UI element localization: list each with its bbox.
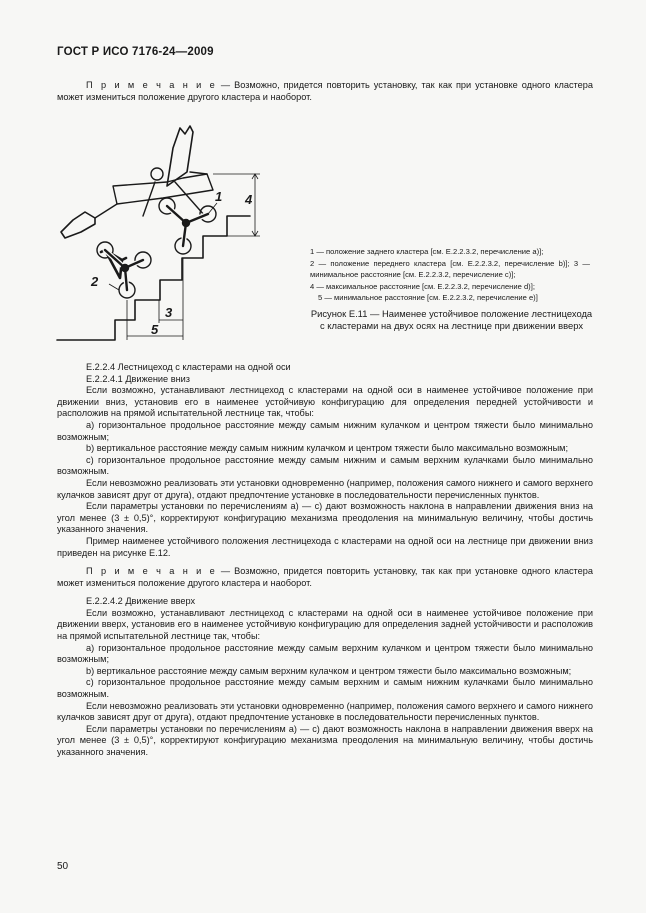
paragraph: Если параметры установки по перечислениям а) — с) дают возможность наклона в направлении движения вниз на угол менее (3 ± 0,5)°, корректируют конфигурацию механизма преодоления на минимальную величину, чтобы достичь указанного значения. (57, 501, 593, 535)
list-item: a) горизонтальное продольное расстояние между самым верхним кулачком и центром тяжести было минимально возможным; (57, 642, 593, 665)
list-item: c) горизонтальное продольное расстояние между самым верхним и самым нижним кулачками было минимально возможным. (57, 677, 593, 700)
wheelchair-frame (95, 172, 207, 218)
legend-item: 2 — положение переднего кластера [см. Е.2.2.3.2, перечисление b)]; 3 — минимальное расстояние [см. Е.2.2.3.2, перечисление с)]; (310, 258, 590, 280)
paragraph: Если параметры установки по перечислениям а) — с) дают возможность наклона в направлении движения вверх на угол менее (3 ± 0,5)°, корректируют конфигурацию механизма преодоления на минимальную величину, чтобы достичь указанного значения. (57, 723, 593, 757)
figure-legend (310, 246, 590, 304)
legend-item: 4 — максимальное расстояние [см. Е.2.2.3.2, перечисление d)]; (310, 281, 535, 291)
note-text: — Возможно, придется повторить установку, так как при установке одного кластера может измениться положение другого кластера и наоборот. (57, 566, 593, 588)
section-heading: Е.2.2.4 Лестницеход с кластерами на одной оси (86, 362, 291, 372)
paragraph: Пример наименее устойчивого положения лестницехода с кластерами на одной оси на лестнице при движении вниз приведен на рисунке Е.12. (57, 535, 593, 558)
note-top (57, 80, 593, 103)
list-item: b) вертикальное расстояние между самым нижним кулачком и центром тяжести было максимально возможным; (86, 443, 569, 454)
paragraph: Если возможно, устанавливают лестницеход с кластерами на одной оси в наименее устойчивое положение при движении вверх, установив его в наименее устойчивую конфигурацию для определения задней устойчивости и расположив на прямой испытательной лестнице так, чтобы: (57, 607, 593, 642)
note-label: П р и м е ч а н и е (86, 566, 217, 577)
label-5: 5 (151, 322, 159, 337)
subsection-heading: Е.2.2.4.2 Движение вверх (86, 596, 196, 607)
list-item: b) вертикальное расстояние между самым верхним кулачком и центром тяжести было максимально возможным; (86, 665, 572, 676)
label-2: 2 (91, 274, 99, 289)
subsection-heading: Е.2.2.4.1 Движение вниз (86, 373, 190, 384)
paragraph: Если невозможно реализовать эти установки одновременно (например, положения самого верхнего и самого нижнего кулачков зависят друг от друга), отдают предпочтение установке в последовательности перечисленных пунктов. (57, 700, 593, 723)
note-label: П р и м е ч а н и е (86, 80, 217, 90)
section-e224 (57, 362, 593, 759)
list-item: c) горизонтальное продольное расстояние между самым нижним и самым верхним кулачками было минимально возможным. (57, 454, 593, 477)
leader-2 (109, 284, 119, 290)
legend-item: 1 — положение заднего кластера [см. Е.2.2.3.2, перечисление а)]; (310, 247, 544, 256)
figure-caption: Рисунок Е.11 — Наименее устойчивое положение лестницехода с кластерами на двух осях на лестнице при движении вверх (310, 308, 593, 331)
note-text: — Возможно, придется повторить установку, так как при установке одного кластера может измениться положение другого кластера и наоборот. (57, 80, 593, 102)
seat-pivot (151, 168, 163, 180)
front-hub (122, 265, 129, 272)
document-header: ГОСТ Р ИСО 7176-24—2009 (57, 46, 214, 58)
label-4: 4 (245, 192, 253, 207)
label-1: 1 (215, 189, 223, 204)
paragraph: Если невозможно реализовать эти установки одновременно (например, положения самого нижнего и самого верхнего кулачков зависят друг от друга), отдают предпочтение установке в последовательности перечисленных пунктов. (57, 477, 593, 500)
list-item: a) горизонтальное продольное расстояние между самым нижним кулачком и центром тяжести было минимально возможным; (57, 419, 593, 442)
dimension-4 (213, 174, 260, 236)
note (57, 566, 593, 589)
stair-climber-figure (55, 108, 285, 343)
legend-item: 5 — минимальное расстояние [см. Е.2.2.3.2, перечисление е)] (318, 293, 538, 303)
label-3: 3 (165, 305, 173, 320)
footrest (61, 212, 95, 238)
rear-hub (183, 220, 190, 227)
page-number: 50 (57, 861, 69, 872)
paragraph: Если возможно, устанавливают лестницеход с кластерами на одной оси в наименее устойчивое положение при движении вниз, установив его в наименее устойчивую конфигурацию для определения передней устойчивости и расположив на прямой испытательной лестнице так, чтобы: (57, 385, 593, 419)
